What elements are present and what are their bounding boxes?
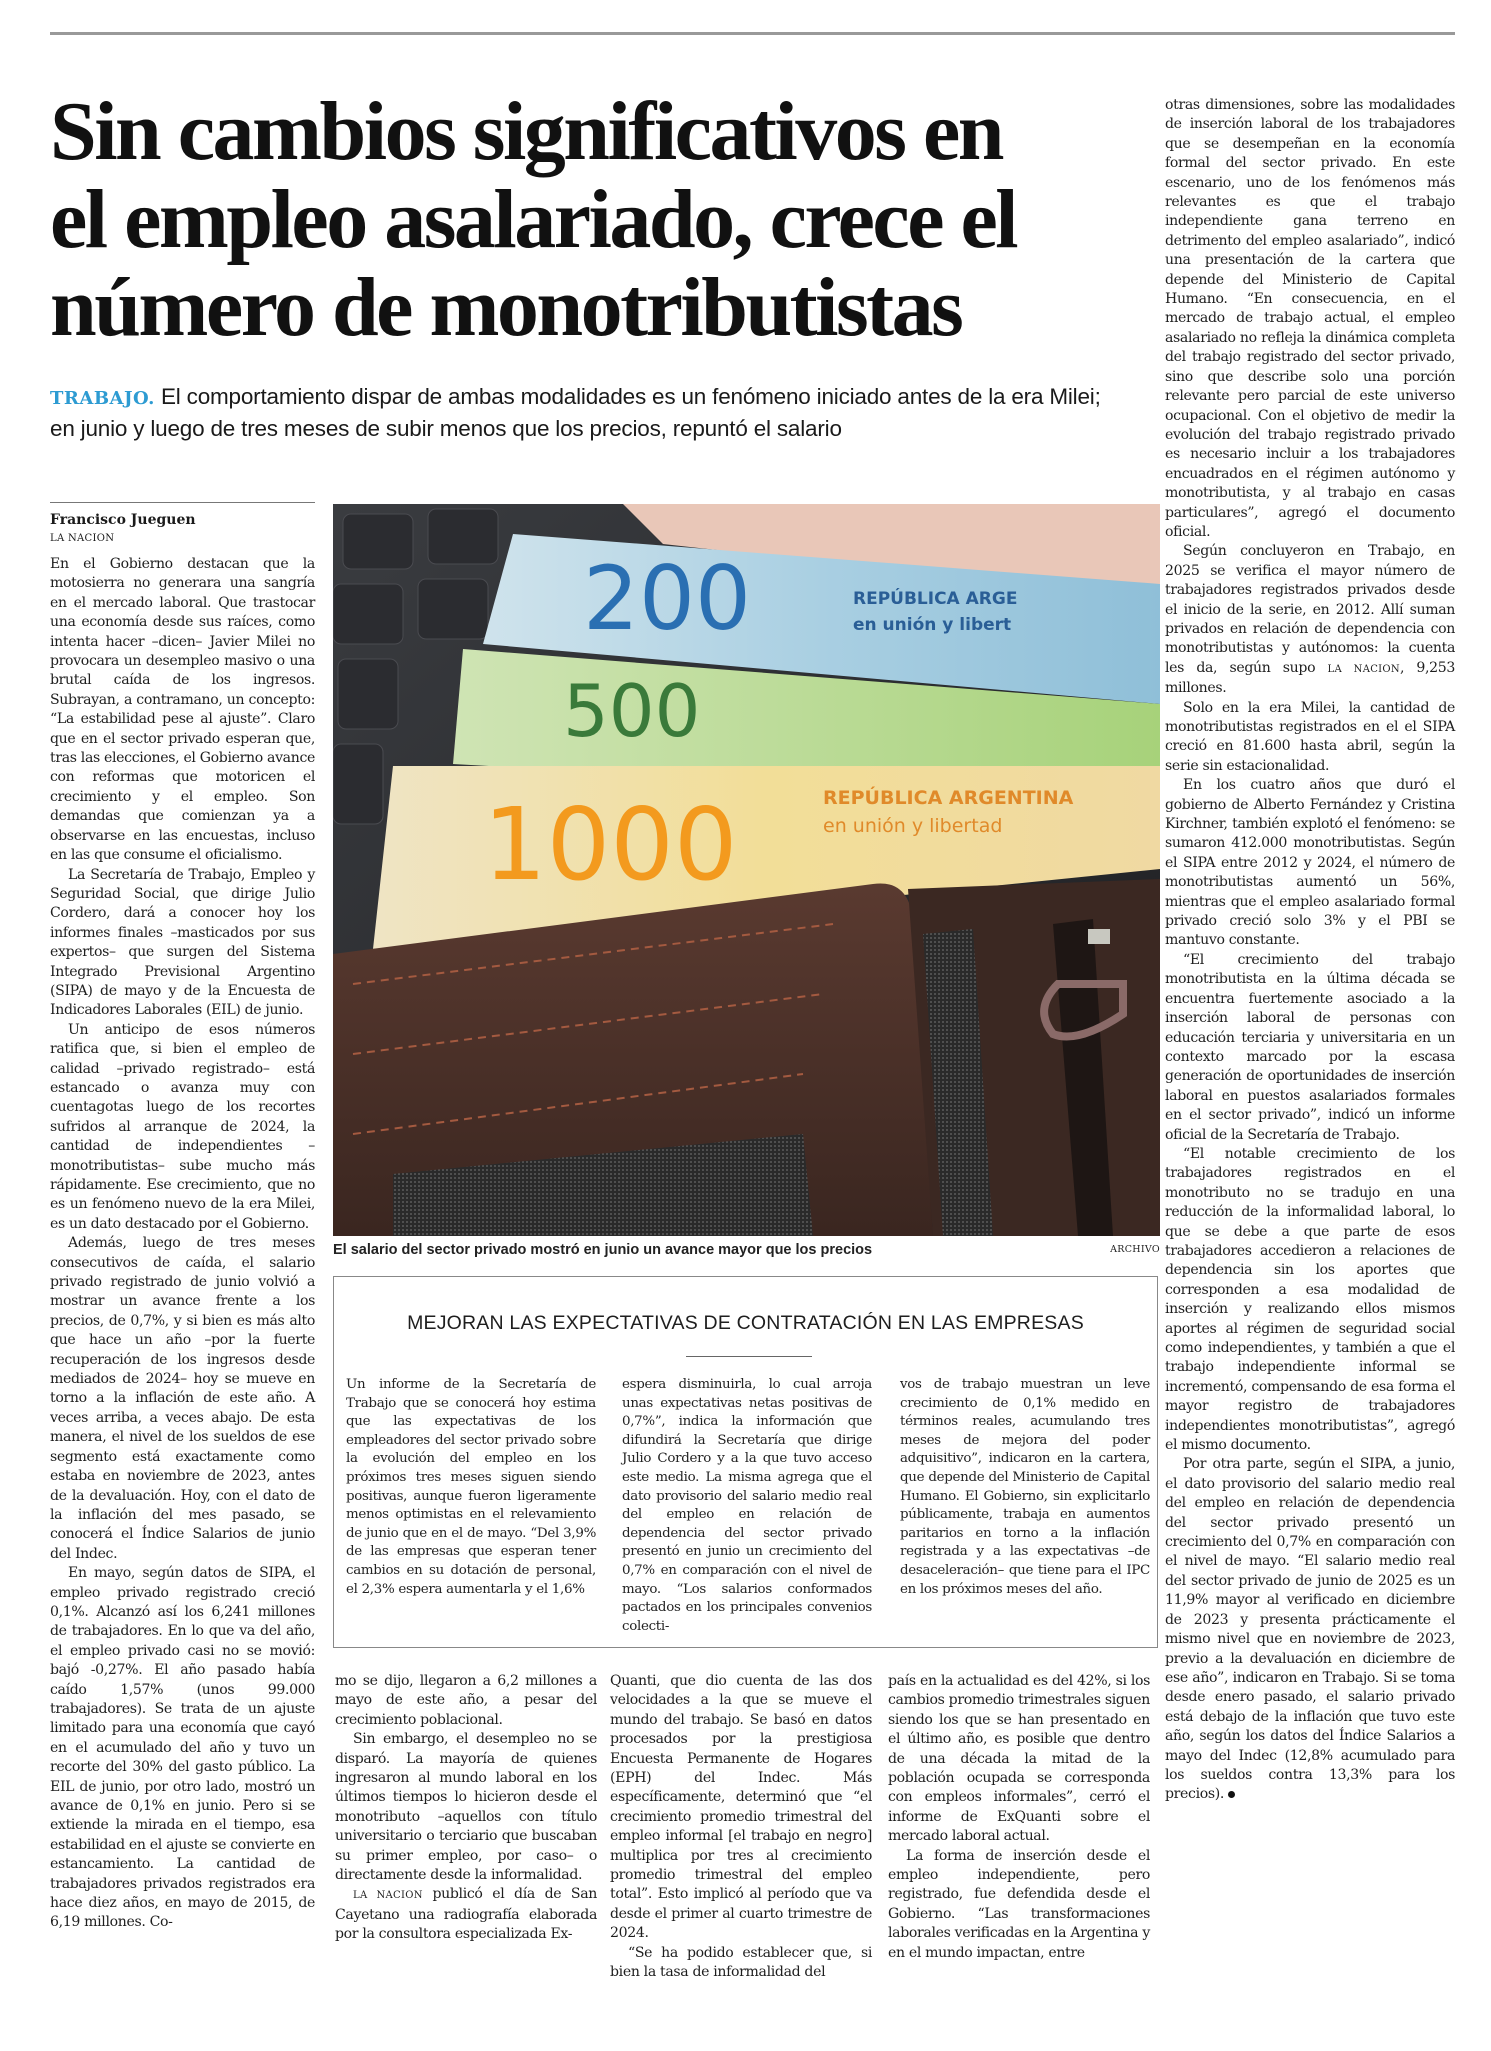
- headline-line: el empleo asalariado, crece el: [50, 173, 1017, 266]
- paragraph: [1165, 542, 1455, 698]
- paragraph: país en la actualidad es del 42%, si los cambios promedio trimestrales siguen siendo los que se han presentado en el último año, es posible que dentro de una década la mitad de la población ocupada se corresponda con empleos informales”, cerró el informe de ExQuanti sobre el mercado laboral actual.: [888, 1673, 1150, 1845]
- bill-200-value: 200: [583, 547, 751, 650]
- bill-1000-value: 1000: [483, 786, 738, 903]
- paragraph: En los cuatro años que duró el gobierno de Alberto Fernández y Cristina Kirchner, también explotó el fenómeno: se sumaron 412.000 monotributistas. Según el SIPA entre 2012 y 2024, el número de monotributistas aumentó un 56%, mientras que el empleo asalariado formal privado creció solo 3% y el PBI se mantuvo constante.: [1165, 777, 1455, 949]
- paragraph: [1165, 1455, 1455, 1804]
- paragraph: vos de trabajo muestran un leve crecimiento de 0,1% medido en términos reales, acumulando tres meses de mejora del poder adquisitivo”, indicaron en la cartera, que depende del Ministerio de Capital Humano. El Gobierno, sin explicitarlo públicamente, trabaja en aumentos paritarios en torno a la inflación registrada y a las expectativas –de desaceleración– que tiene para el IPC en los próximos meses del año.: [900, 1377, 1150, 1597]
- sidebar-box-rule: [686, 1356, 812, 1357]
- sidebar-box-column: [346, 1376, 596, 1599]
- top-rule: [50, 32, 1455, 35]
- bottom-column-2: [610, 1672, 872, 1983]
- paragraph: La forma de inserción desde el empleo independiente, pero registrado, fue defendida desde el Gobierno. “Las transformaciones laborales verificadas en la Argentina y en el mundo impactan, entre: [888, 1847, 1150, 1961]
- bill-200-legend-2: en unión y libert: [853, 615, 1012, 635]
- bottom-column-3: [888, 1672, 1150, 1963]
- right-column: [1165, 96, 1455, 1805]
- publication-name: LA NACION: [1327, 663, 1400, 675]
- photo-credit: ARCHIVO: [1110, 1244, 1160, 1255]
- headline-line: número de monotributistas: [50, 261, 962, 354]
- paragraph-text: publicó el día de San Cayetano una radiografía elaborada por la consultora especializada Ex-: [335, 1886, 597, 1943]
- paragraph: “El crecimiento del trabajo monotributista en la última década se encuentra fuertemente asociado a la inserción laboral de personas con educación terciaria y universitaria en un contexto marcado por la escasa generación de oportunidades de inserción laboral en puestos asalariados formales en el sector privado”, indicó un informe oficial de la Secretaría de Trabajo.: [1165, 951, 1455, 1143]
- paragraph: Además, luego de tres meses consecutivos de caída, el salario privado registrado de junio volvió a mostrar un avance frente a los precios, de 0,7%, y si bien es más alto que hace un año –por la fuerte recuperación de los ingresos desde mediados de 2024– hoy se mueve en torno a la inflación de este año. A veces arriba, a veces abajo. De esta manera, el nivel de los sueldos de ese segmento está exactamente como estaba en noviembre de 2023, antes de la devaluación. Hoy, con el dato de la inflación del mes pasado, se conocerá el Índice Salarios de junio del Indec.: [50, 1235, 315, 1562]
- left-column: [50, 555, 315, 1933]
- bill-200-legend: REPÚBLICA ARGE: [853, 589, 1018, 609]
- headline-line: Sin cambios significativos en: [50, 85, 1002, 178]
- paragraph-text: Según concluyeron en Trabajo, en 2025 se verifica el mayor número de trabajadores registrados privados desde el inicio de la serie, en 2012. Allí suman privados en relación de dependencia con monotributistas y autónomos: la cuenta les da, según supo: [1165, 543, 1455, 676]
- paragraph: espera disminuirla, lo cual arroja unas expectativas netas positivas de 0,7%”, indica la información que difundirá la Secretaría que dirige Julio Cordero y a la que tuvo acceso este medio. La misma agrega que el dato provisorio del salario medio real del empleo en relación de dependencia del sector privado presentó en junio un crecimiento del 0,7% en comparación con el nivel de mayo. “Los salarios conformados pactados en los principales convenios colecti-: [622, 1377, 872, 1634]
- bill-500-value: 500: [563, 669, 701, 753]
- paragraph: otras dimensiones, sobre las modalidades de inserción laboral de los trabajadores que se desempeñan en la economía formal del sector privado. En este escenario, uno de los fenómenos más relevantes es que el trabajo independiente gana terreno en detrimento del empleo asalariado”, indicó una presentación de la cartera que depende del Ministerio de Capital Humano. “En consecuencia, en el mercado de trabajo actual, el empleo asalariado no refleja la dinámica completa del trabajo registrado del sector privado, sino que describe solo una porción relevante pero parcial de este universo ocupacional. Con el objetivo de medir la evolución del trabajo registrado privado es necesario incluir a los trabajadores encuadrados en el régimen autónomo y monotributista, y al trabajo en casas particulares”, agregó el documento oficial.: [1165, 97, 1455, 540]
- paragraph: [335, 1885, 597, 1944]
- caption-text: El salario del sector privado mostró en junio un avance mayor que los precios: [333, 1242, 873, 1258]
- bottom-column-1: [335, 1672, 597, 1945]
- paragraph: Sin embargo, el desempleo no se disparó. La mayoría de quienes ingresaron al mundo laboral en los últimos tiempos lo hicieron desde el monotributo –aquellos con título universitario o terciario que buscaban su primer empleo, por caso– o directamente desde la informalidad.: [335, 1731, 597, 1884]
- paragraph: Un anticipo de esos números ratifica que, si bien el empleo de calidad –privado registrado– está estancado o avanza muy con cuentagotas luego de los recortes sufridos al arranque de 2024, la cantidad de independientes –monotributistas– sube mucho más rápidamente. Ese crecimiento, que no es un fenómeno nuevo de la era Milei, es un dato destacado por el Gobierno.: [50, 1021, 315, 1232]
- paragraph: La Secretaría de Trabajo, Empleo y Seguridad Social, que dirige Julio Cordero, dará a conocer hoy los informes finales –masticados por sus expertos– que surgen del Sistema Integrado Previsional Argentino (SIPA) de mayo y de la Encuesta de Indicadores Laborales (EIL) de junio.: [50, 866, 315, 1019]
- subhead: [50, 382, 1130, 444]
- paragraph-text: , 9,253 millones.: [1165, 659, 1456, 697]
- paragraph: En el Gobierno destacan que la motosierra no generara una sangría en el mercado laboral. Que trastocar una economía desde sus raíces, como intenta hacer –dicen– Javier Milei no provocara un desempleo masivo o una brutal caída de los ingresos. Subrayan, a contramano, un concepto: “La estabilidad pese al ajuste”. Claro que en el sector privado esperan que, tras las elecciones, el Gobierno avance con reformas que motoricen el crecimiento y el empleo. Son demandas que comienzan ya a observarse en las encuestas, incluso en las que consume el oficialismo.: [50, 556, 315, 864]
- paragraph: “El notable crecimiento de los trabajadores registrados en el monotributo no se tradujo en una reducción de la informalidad laboral, lo que se debe a que parte de esos trabajadores accedieron a relaciones de dependencia sin los aportes que corresponden a esa modalidad de inserción y realizando ellos mismos aportes al régimen de seguridad social como independientes, y también a que el trabajo independiente informal se incrementó, compensando de esa forma el mayor registro de trabajadores independientes monotributistas”, agregó el mismo documento.: [1165, 1145, 1455, 1454]
- sidebar-box: [333, 1276, 1158, 1648]
- publication-name: LA NACION: [353, 1890, 423, 1902]
- subhead-text: El comportamiento dispar de ambas modalidades es un fenómeno iniciado antes de la era Milei; en junio y luego de tres meses de subir menos que los precios, repuntó el salario: [50, 384, 1101, 441]
- paragraph-text: Por otra parte, según el SIPA, a junio, el dato provisorio del salario medio real del empleo en relación de dependencia del sector privado presentó un crecimiento del 0,7% en comparación con el nivel de mayo. “El salario medio real del sector privado de junio de 2025 es un 11,9% mayor al verificado en diciembre de 2023 y presenta prácticamente el mismo nivel que en noviembre de 2023, previo a la devaluación en diciembre de ese año”, indicaron en Trabajo. Si se toma desde enero pasado, el salario privado está debajo de la inflación que tuvo este año, según los datos del Índice Salarios a mayo del Indec (12,8% acumulado para los sueldos contra 13,3% para los precios).: [1165, 1456, 1455, 1803]
- paragraph: En mayo, según datos de SIPA, el empleo privado registrado creció 0,1%. Alcanzó así los 6,241 millones de trabajadores. En lo que va del año, el empleo privado casi no se movió: bajó -0,27%. El año pasado había caído 1,57% (unos 99.000 trabajadores). Se trata de un ajuste limitado para una economía que cayó en el acumulado del año y tuvo un recorte del 30% del gasto público. La EIL de junio, por otro lado, mostró un avance de 0,1% en junio. Pero si se extiende la mirada en el tiempo, esa estabilidad en el ajuste se convierte en estancamiento. La cantidad de trabajadores privados registrados era hace diez años, en mayo de 2015, de 6,19 millones. Co-: [50, 1565, 315, 1931]
- author-publication: LA NACION: [50, 533, 115, 544]
- sidebar-box-title: MEJORAN LAS EXPECTATIVAS DE CONTRATACIÓN EN LAS EMPRESAS: [407, 1312, 1084, 1334]
- sidebar-box-column: [622, 1376, 872, 1636]
- article-photo: [333, 504, 1160, 1236]
- end-of-article-icon: [1228, 1791, 1235, 1798]
- paragraph: “Se ha podido establecer que, si bien la tasa de informalidad del: [610, 1944, 872, 1981]
- photo-caption: [333, 1242, 1160, 1264]
- bill-1000-legend-2: en unión y libertad: [823, 815, 1003, 837]
- paragraph: mo se dijo, llegaron a 6,2 millones a mayo de este año, a pesar del crecimiento poblacional.: [335, 1673, 597, 1728]
- sidebar-box-column: [900, 1376, 1150, 1599]
- paragraph: Solo en la era Milei, la cantidad de monotributistas registrados en el el SIPA creció en 81.600 hasta abril, según la serie sin estacionalidad.: [1165, 699, 1455, 774]
- byline-rule: [50, 502, 315, 503]
- author-name: Francisco Jueguen: [50, 512, 196, 528]
- paragraph: Un informe de la Secretaría de Trabajo que se conocerá hoy estima que las expectativas de los empleadores del sector privado sobre la evolución del empleo en los próximos tres meses siguen siendo positivas, aunque fueron ligeramente menos optimistas en el relevamiento de junio que en el de mayo. “Del 3,9% de las empresas que esperan tener cambios en su dotación de personal, el 2,3% espera aumentarla y el 1,6%: [346, 1377, 596, 1597]
- section-kicker: TRABAJO.: [50, 388, 155, 409]
- headline: [50, 85, 1140, 354]
- bill-1000-legend: REPÚBLICA ARGENTINA: [823, 787, 1074, 809]
- paragraph: Quanti, que dio cuenta de las dos velocidades a la que se mueve el mundo del trabajo. Se basó en datos procesados por la prestigiosa Encuesta Permanente de Hogares (EPH) del Indec. Más específicamente, determinó que “el crecimiento promedio trimestral del empleo informal [el trabajo en negro] multiplica por tres al crecimiento promedio trimestral del empleo total”. Esto implicó al período que va desde el primer al cuarto trimestre de 2024.: [610, 1673, 872, 1942]
- wallet-banknotes-image: [333, 504, 1160, 1236]
